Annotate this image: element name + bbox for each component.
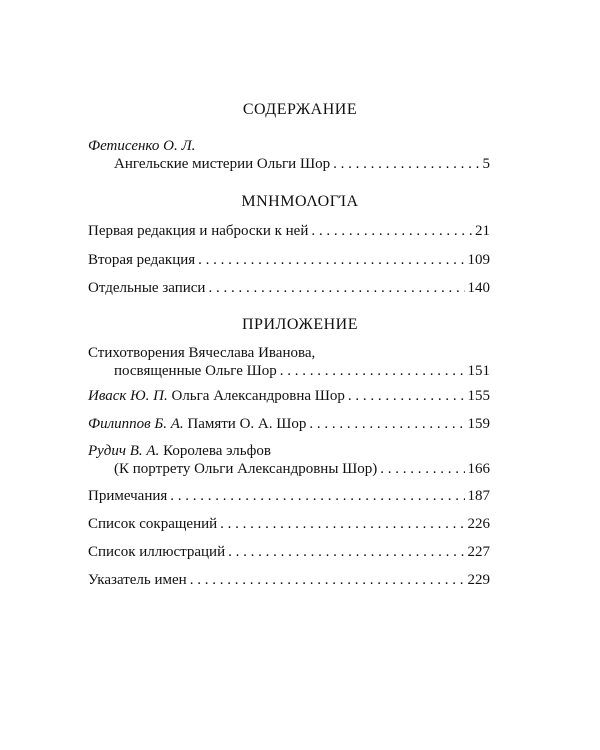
entry-title: Ольга Александровна Шор (171, 388, 345, 404)
entry-author: Фетисенко О. Л. (88, 138, 196, 154)
dot-leader (170, 487, 464, 505)
entry-title: Вторая редакция (88, 252, 196, 268)
dot-leader (280, 362, 465, 380)
toc-entry[interactable] (88, 279, 490, 297)
entry-title: Список сокращений (88, 516, 218, 532)
entry-title: Ангельские мистерии Ольги Шор (114, 156, 331, 172)
toc-entry-rudich[interactable] (88, 442, 490, 478)
entry-title: Первая редакция и наброски к ней (88, 223, 309, 239)
entry-title: Примечания (88, 488, 168, 504)
toc-entry-ivask[interactable] (88, 387, 490, 405)
entry-page: 166 (467, 461, 490, 477)
dot-leader (309, 415, 464, 433)
toc-line (88, 137, 490, 155)
section-title-appendix: ПРИЛОЖЕНИЕ (241, 316, 358, 333)
contents-title: СОДЕРЖАНИЕ (242, 101, 358, 118)
entry-title: Королева эльфов (163, 443, 271, 459)
dot-leader (380, 460, 464, 478)
entry-title-continued: посвященные Ольге Шор (114, 363, 277, 379)
toc-entry[interactable] (88, 515, 490, 533)
dot-leader (190, 571, 465, 589)
entry-page: 187 (467, 488, 490, 504)
entry-page: 226 (467, 516, 490, 532)
entry-title: Список иллюстраций (88, 544, 226, 560)
entry-subtitle: (К портрету Ольги Александровны Шор) (114, 461, 378, 477)
entry-author: Рудич В. А. (88, 443, 160, 459)
entry-title: Отдельные записи (88, 280, 206, 296)
dot-leader (348, 387, 465, 405)
entry-page: 229 (467, 572, 490, 588)
entry-page: 227 (467, 544, 490, 560)
dot-leader (228, 543, 464, 561)
entry-page: 5 (482, 156, 490, 172)
entry-page: 109 (467, 252, 490, 268)
toc-entry[interactable] (88, 251, 490, 269)
entry-page: 140 (467, 280, 490, 296)
entry-title: Указатель имен (88, 572, 187, 588)
entry-page: 159 (467, 416, 490, 432)
dot-leader (208, 279, 464, 297)
entry-page: 155 (467, 388, 490, 404)
dot-leader (333, 155, 479, 173)
dot-leader (198, 251, 464, 269)
entry-author: Иваск Ю. П. (88, 388, 168, 404)
entry-author: Филиппов Б. А. (88, 416, 184, 432)
toc-line (88, 155, 490, 173)
entry-title: Памяти О. А. Шор (187, 416, 307, 432)
toc-entry-intro[interactable] (88, 137, 490, 173)
toc-entry[interactable] (88, 543, 490, 561)
toc-entry-poems[interactable] (88, 344, 490, 380)
toc-entry[interactable] (88, 222, 490, 240)
section-title-mnemologia: ΜΝΗΜΟΛΟΓΊΑ (241, 193, 359, 210)
dot-leader (220, 515, 464, 533)
entry-title: Стихотворения Вячеслава Иванова, (88, 345, 316, 361)
toc-entry[interactable] (88, 571, 490, 589)
entry-page: 151 (467, 363, 490, 379)
toc-entry-filippov[interactable] (88, 415, 490, 433)
dot-leader (311, 222, 472, 240)
entry-page: 21 (475, 223, 490, 239)
toc-entry[interactable] (88, 487, 490, 505)
